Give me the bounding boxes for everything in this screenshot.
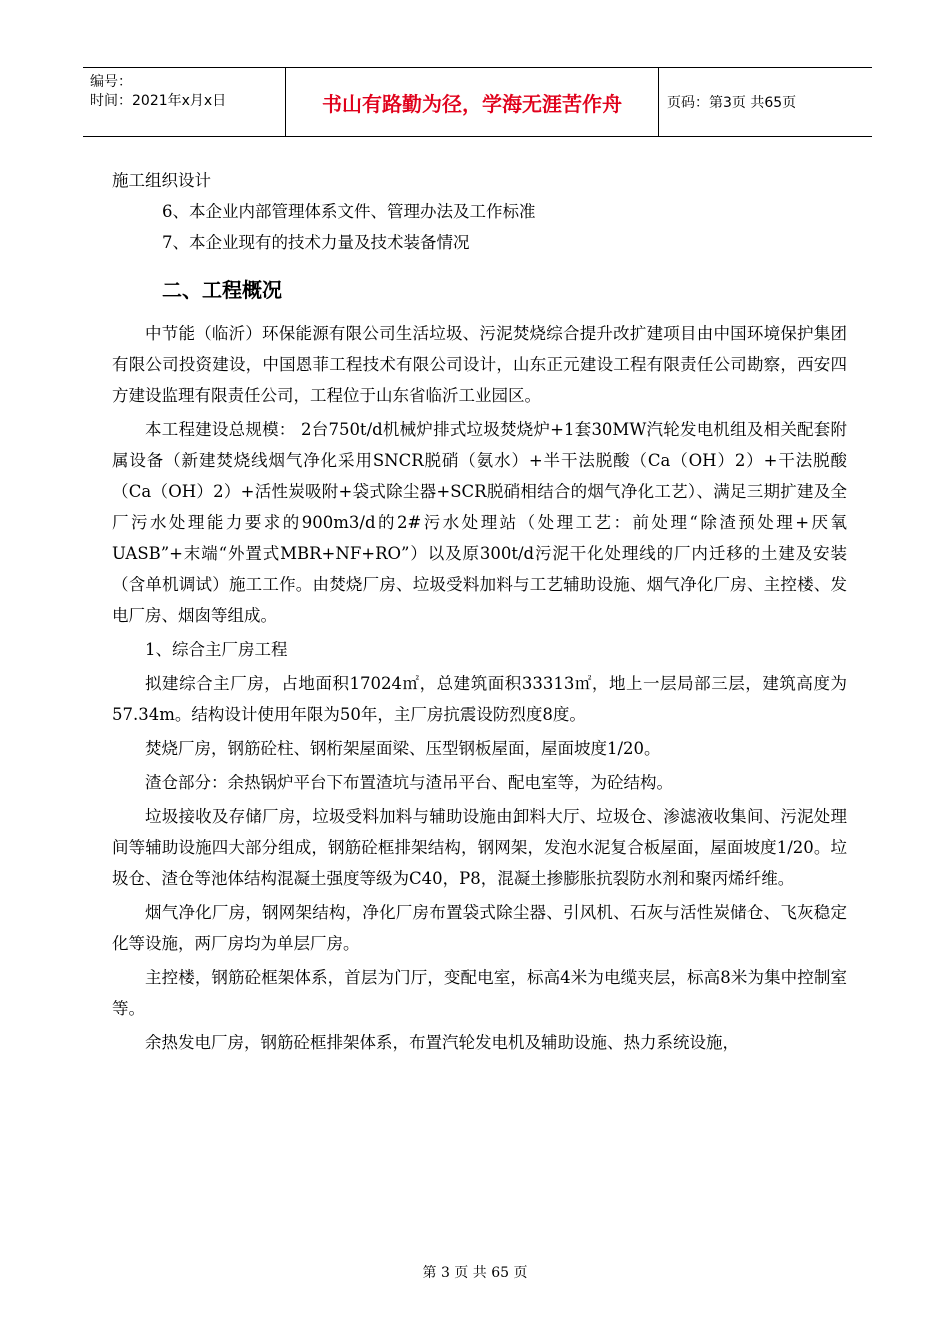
paragraph-slag: 渣仓部分：余热锅炉平台下布置渣坑与渣吊平台、配电室等，为砼结构。	[145, 773, 673, 792]
paragraph-overview: 中节能（临沂）环保能源有限公司生活垃圾、污泥焚烧综合提升改扩建项目由中国环境保护集团有限公司投资建设，中国恩菲工程技术有限公司设计，山东正元建设工程有限责任公司勘察，西安四方建设监理有限责任公司，工程位于山东省临沂工业园区。	[112, 324, 847, 405]
time-label: 时间：2021年x月x日	[90, 93, 227, 109]
paragraph-control-building: 主控楼，钢筋砼框架体系，首层为门厅，变配电室，标高4米为电缆夹层，标高8米为集中控制室等。	[112, 968, 847, 1018]
continuation-line: 施工组织设计	[112, 171, 211, 190]
subheading-main-building: 1、综合主厂房工程	[145, 640, 288, 659]
paragraph-waste-storage: 垃圾接收及存储厂房，垃圾受料加料与辅助设施由卸料大厅、垃圾仓、渗滤液收集间、污泥处理间等辅助设施四大部分组成，钢筋砼框排架结构，钢网架，发泡水泥复合板屋面，屋面坡度1/20。垃圾仓、渣仓等池体结构混凝土强度等级为C40，P8，混凝土掺膨胀抗裂防水剂和聚丙烯纤维。	[112, 807, 847, 888]
number-label: 编号：	[90, 74, 132, 90]
document-body	[112, 165, 847, 1058]
header-motto: 书山有路勤为径，学海无涯苦作舟	[286, 68, 659, 136]
section-heading: 二、工程概况	[162, 278, 282, 302]
paragraph-power-house: 余热发电厂房，钢筋砼框排架体系，布置汽轮发电机及辅助设施、热力系统设施，	[145, 1033, 739, 1052]
list-item-6: 6、本企业内部管理体系文件、管理办法及工作标准	[162, 202, 536, 221]
paragraph-flue-gas: 烟气净化厂房，钢网架结构，净化厂房布置袋式除尘器、引风机、石灰与活性炭储仓、飞灰稳定化等设施，两厂房均为单层厂房。	[112, 903, 847, 953]
header-meta-cell	[83, 68, 286, 136]
paragraph-scale: 本工程建设总规模： 2台750t/d机械炉排式垃圾焚烧炉+1套30MW汽轮发电机组及相关配套附属设备（新建焚烧线烟气净化采用SNCR脱硝（氨水）+半干法脱酸（Ca（OH）2）+干法脱酸（Ca（OH）2）+活性炭吸附+袋式除尘器+SCR脱硝相结合的烟气净化工艺）、满足三期扩建及全厂污水处理能力要求的900m3/d的2#污水处理站（处理工艺：前处理“除渣预处理+厌氧UASB”+末端“外置式MBR+NF+RO”）以及原300t/d污泥干化处理线的厂内迁移的土建及安装（含单机调试）施工工作。由焚烧厂房、垃圾受料加料与工艺辅助设施、烟气净化厂房、主控楼、发电厂房、烟囱等组成。	[112, 420, 847, 625]
list-item-7: 7、本企业现有的技术力量及技术装备情况	[162, 233, 470, 252]
page-header	[83, 67, 872, 137]
paragraph-main-building: 拟建综合主厂房，占地面积17024㎡，总建筑面积33313㎡，地上一层局部三层，建筑高度为57.34m。结构设计使用年限为50年，主厂房抗震设防烈度8度。	[112, 674, 847, 724]
paragraph-incineration: 焚烧厂房，钢筋砼柱、钢桁架屋面梁、压型钢板屋面，屋面坡度1/20。	[145, 739, 661, 758]
header-page-info: 页码：第3页 共65页	[667, 95, 797, 111]
page-footer: 第 3 页 共 65 页	[422, 1265, 528, 1281]
